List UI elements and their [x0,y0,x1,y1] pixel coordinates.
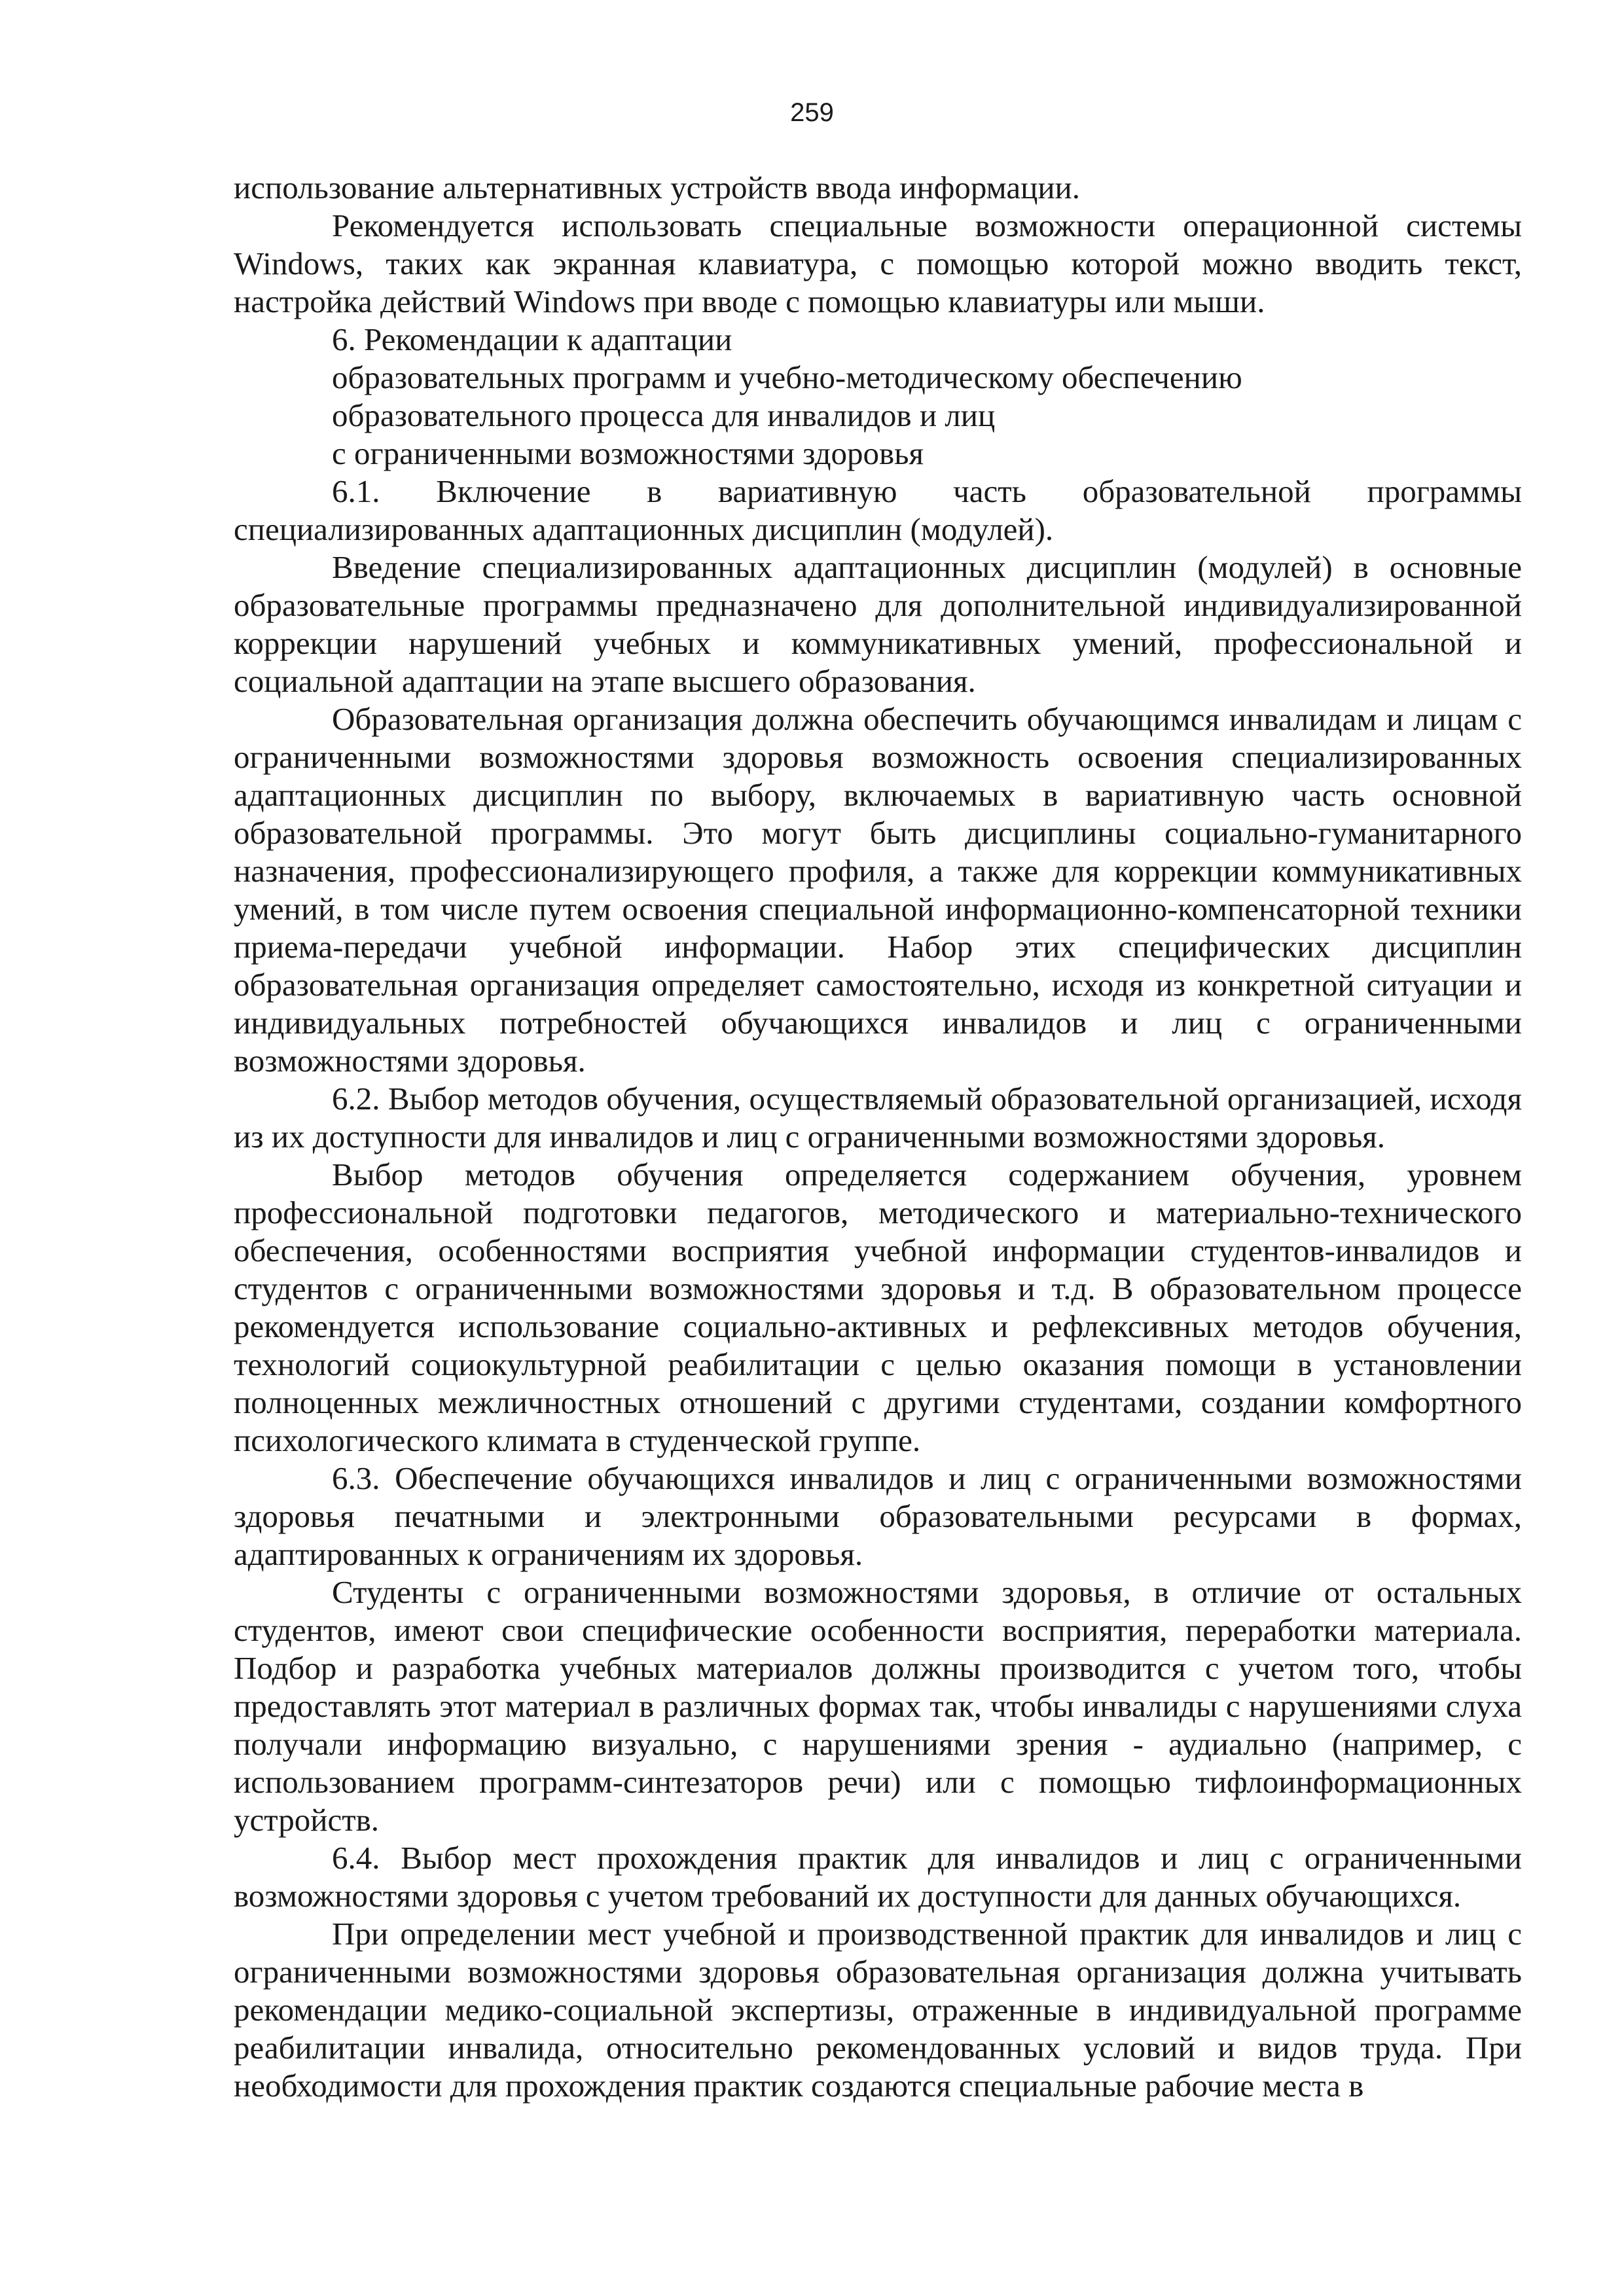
paragraph: 6.2. Выбор методов обучения, осуществляемый образовательной организацией, исходя из их доступности для инвалидов и лиц с ограниченными возможностями здоровья. [234,1081,1522,1155]
paragraph: Введение специализированных адаптационных дисциплин (модулей) в основные образовательные программы предназначено для дополнительной индивидуализированной коррекции нарушений учебных и коммуникативных умений, профессиональной и социальной адаптации на этапе высшего образования. [234,549,1522,699]
paragraph: 6.4. Выбор мест прохождения практик для инвалидов и лиц с ограниченными возможностями здоровья с учетом требований их доступности для данных обучающихся. [234,1840,1522,1914]
page-number: 259 [790,98,834,127]
paragraph: При определении мест учебной и производственной практик для инвалидов и лиц с ограниченными возможностями здоровья образовательная организация должна учитывать рекомендации медико-социальной экспертизы, отраженные в индивидуальной программе реабилитации инвалида, относительно рекомендованных условий и видов труда. При необходимости для прохождения практик создаются специальные рабочие места в [234,1916,1522,2104]
section-heading-line: 6. Рекомендации к адаптации [332,321,732,357]
paragraph: 6.3. Обеспечение обучающихся инвалидов и лиц с ограниченными возможностями здоровья печатными и электронными образовательными ресурсами в формах, адаптированных к ограничениям их здоровья. [234,1460,1522,1572]
paragraph: Студенты с ограниченными возможностями здоровья, в отличие от остальных студентов, имеют свои специфические особенности восприятия, переработки материала. Подбор и разработка учебных материалов должны производится с учетом того, чтобы предоставлять этот материал в различных формах так, чтобы инвалиды с нарушениями слуха получали информацию визуально, с нарушениями зрения - аудиально (например, с использованием программ-синтезаторов речи) или с помощью тифлоинформационных устройств. [234,1574,1522,1838]
section-heading-line: с ограниченными возможностями здоровья [332,435,924,471]
section-heading-line: образовательного процесса для инвалидов и лиц [332,397,996,433]
paragraph: Рекомендуется использовать специальные возможности операционной системы Windows, таких как экранная клавиатура, с помощью которой можно вводить текст, настройка действий Windows при вводе с помощью клавиатуры или мыши. [234,207,1522,319]
document-body [234,169,1522,2105]
section-heading-line: образовательных программ и учебно-методическому обеспечению [332,359,1242,395]
paragraph: использование альтернативных устройств ввода информации. [234,170,1081,206]
paragraph: 6.1. Включение в вариативную часть образовательной программы специализированных адаптационных дисциплин (модулей). [234,473,1522,547]
paragraph: Выбор методов обучения определяется содержанием обучения, уровнем профессиональной подготовки педагогов, методического и материально-технического обеспечения, особенностями восприятия учебной информации студентов-инвалидов и студентов с ограниченными возможностями здоровья и т.д. В образовательном процессе рекомендуется использование социально-активных и рефлексивных методов обучения, технологий социокультурной реабилитации с целью оказания помощи в установлении полноценных межличностных отношений с другими студентами, создании комфортного психологического климата в студенческой группе. [234,1157,1522,1458]
paragraph: Образовательная организация должна обеспечить обучающимся инвалидам и лицам с ограниченными возможностями здоровья возможность освоения специализированных адаптационных дисциплин по выбору, включаемых в вариативную часть основной образовательной программы. Это могут быть дисциплины социально-гуманитарного назначения, профессионализирующего профиля, а также для коррекции коммуникативных умений, в том числе путем освоения специальной информационно-компенсаторной техники приема-передачи учебной информации. Набор этих специфических дисциплин образовательная организация определяет самостоятельно, исходя из конкретной ситуации и индивидуальных потребностей обучающихся инвалидов и лиц с ограниченными возможностями здоровья. [234,701,1522,1079]
